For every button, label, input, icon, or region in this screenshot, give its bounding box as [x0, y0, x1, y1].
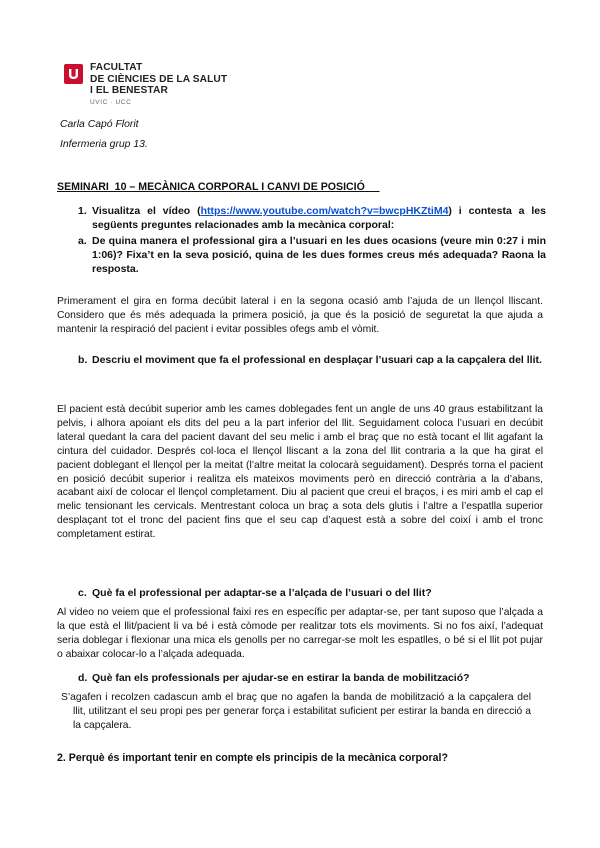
question-1-pre: Visualitza el vídeo (: [92, 205, 201, 217]
author-name: Carla Capó Florit: [60, 119, 139, 130]
answer-b: El pacient està decúbit superior amb les cames doblegades fent un angle de uns 40 graus estabilitzant la pelvis, i alhora apoiant els dits del peu a la part inferior del llit. Seguidament coloca l’usuari en decúbit lateral quedant la cara del pacient davant del seu melic i amb el braç que no està tocant el llit agafant la cintura del cuidador. Després col·loca el llençol lliscant a la zona del llit contraria a la que ha girat el pacient doblegant el llençol per la meitat (l’altre meitat la colocarà seguidament). Després torna el pacient en posició decúbit superior i realitza els mateixos moviments però en direcció contrària a la d’abans, acabant així de colocar el llençol completament. Diu al pacient que creui el braços, i es miri amb el cap el melic tensionant les cervicals. Mentrestant coloca un braç a sota dels glutis i l’altre a l’espatlla superior desplaçant tot el tronc del pacient fins que el seu cap d’aquest està a sobre del coixí i amb el tronc completament estirat.: [57, 404, 543, 541]
logo-line-1: FACULTAT: [90, 62, 143, 73]
question-d-number: d.: [78, 672, 88, 684]
author-group: Infermeria grup 13.: [60, 139, 148, 150]
answer-a: Primerament el gira en forma decúbit lateral i en la segona ocasió amb l’ajuda de un llençol lliscant. Considero que és més adequada la primera posició, ja que és la posició de seguretat la que ajuda a mantenir la respiració del pacient i evitar possibles ofegs amb el vòmit.: [57, 296, 543, 335]
question-c: [60, 586, 546, 600]
question-1-text: [92, 204, 546, 232]
answer-c: Al video no veiem que el professional faixi res en específic per adaptar-se, per tant suposo que l’alçada a la que està el llit/pacient li va bé i està còmode per realitzar tots els moviments. Si no fos així, l’adequat seria doblegar i flexionar una mica els genolls per no carregar-se molt les espatlles, o bé si el llit pot pujar o abaixar colocar-lo a l’alçada adequada.: [57, 607, 543, 660]
question-2: 2. Perquè és important tenir en compte els principis de la mecànica corporal?: [57, 752, 448, 764]
question-a-text: De quina manera el professional gira a l’usuari en les dues ocasions (veure min 0:27 i min 1:06)? Fixa’t en la seva posició, quina de les dues formes creus més adequada? Raona la resposta.: [92, 235, 546, 275]
question-c-number: c.: [78, 587, 87, 599]
question-d-text: Què fan els professionals per ajudar-se en estirar la banda de mobilització?: [92, 672, 470, 684]
faculty-logo: [64, 62, 234, 108]
question-a-number: a.: [78, 235, 87, 247]
question-b: [60, 353, 546, 367]
question-d: [60, 671, 546, 685]
question-1-post: ) i contesta a les següents preguntes relacionades amb la mecànica corporal:: [92, 205, 546, 231]
question-c-text: Què fa el professional per adaptar-se a l’alçada de l’usuari o del llit?: [92, 587, 432, 599]
answer-d: S’agafen i recolzen cadascun amb el braç que no agafen la banda de mobilització a la capçalera del llit, utilitzant el seu propi pes per generar força i estabilitat suficient per estirar la banda en direcció a la capçalera.: [61, 692, 531, 731]
question-a: [60, 234, 546, 276]
logo-subtitle: UVIC · UCC: [90, 99, 132, 106]
question-1-number: 1.: [78, 205, 87, 217]
logo-text: [90, 62, 227, 97]
question-1: [60, 204, 546, 232]
page-title: SEMINARI 10 – MECÀNICA CORPORAL I CANVI DE POSICIÓ: [57, 181, 380, 193]
question-b-number: b.: [78, 354, 88, 366]
uvic-shield-icon: [64, 64, 83, 84]
logo-line-3: I EL BENESTAR: [90, 85, 168, 96]
logo-line-2: DE CIÈNCIES DE LA SALUT: [90, 73, 228, 85]
question-b-text: Descriu el moviment que fa el professional en desplaçar l’usuari cap a la capçalera del llit.: [92, 354, 542, 366]
video-link[interactable]: https://www.youtube.com/watch?v=bwcpHKZtiM4: [200, 205, 449, 217]
